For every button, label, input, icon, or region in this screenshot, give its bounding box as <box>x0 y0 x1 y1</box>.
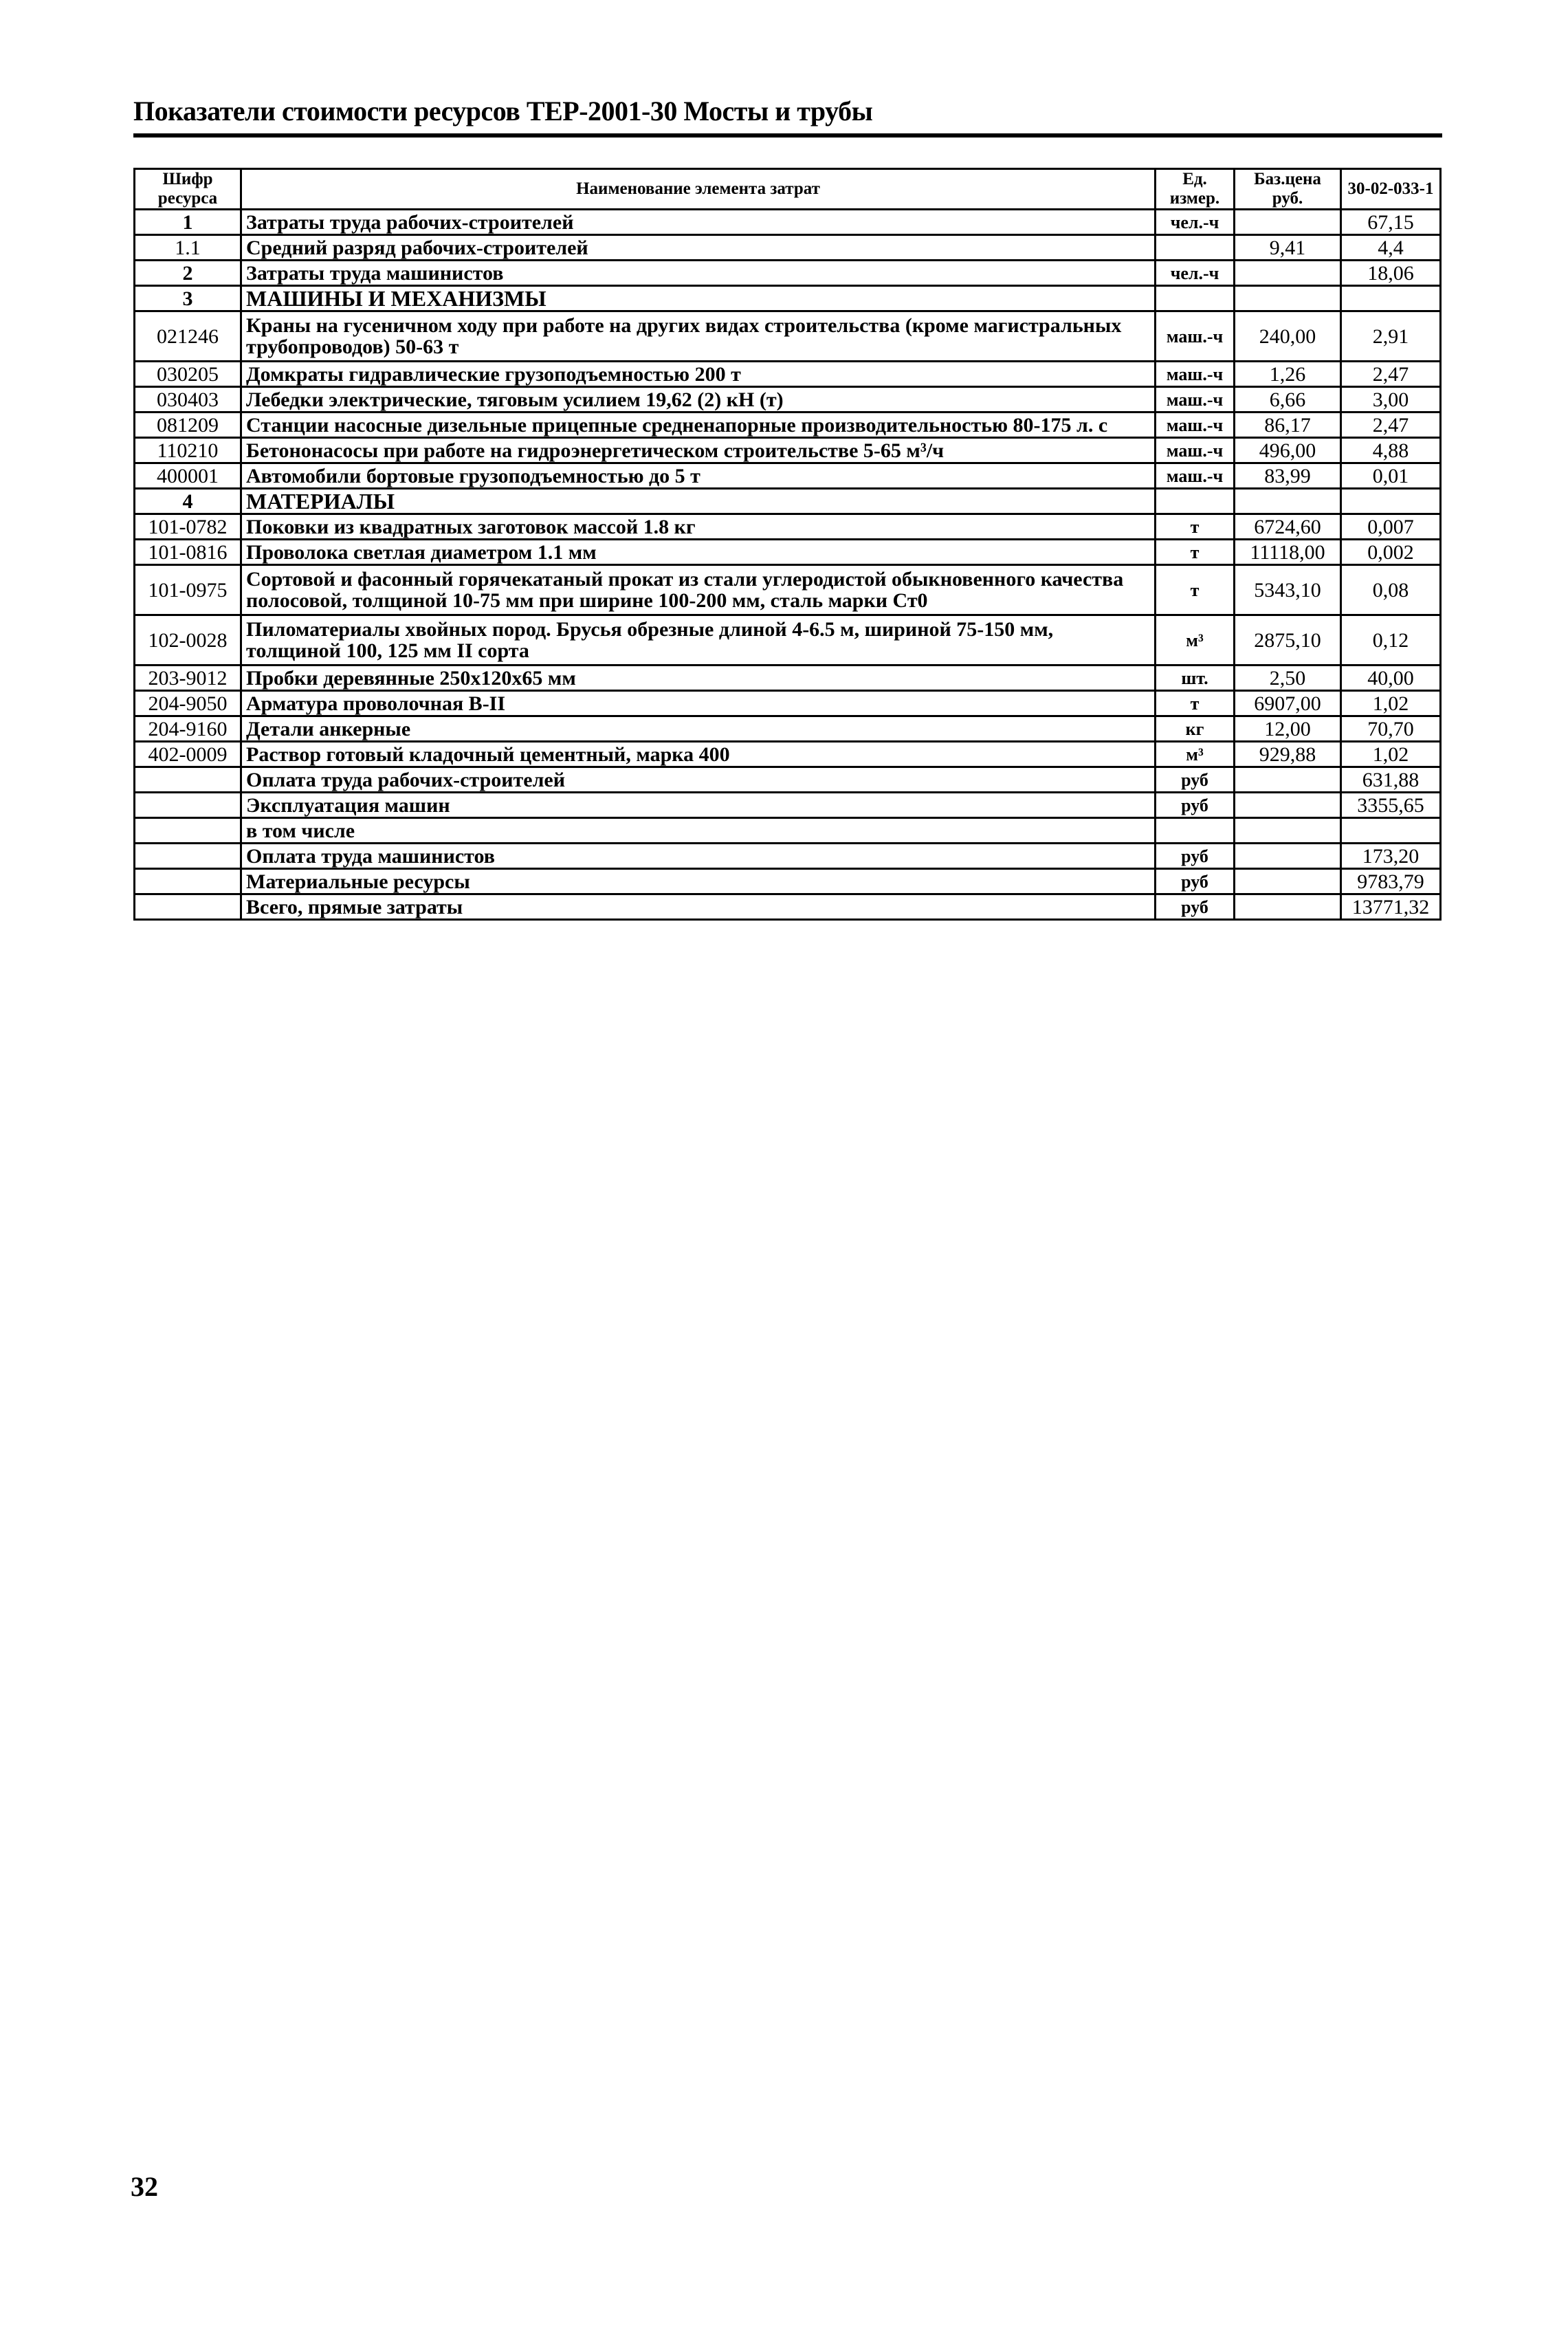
summary-label: Оплата труда машинистов <box>241 844 1156 869</box>
cell-value: 18,06 <box>1341 261 1441 286</box>
summary-label: Материальные ресурсы <box>241 869 1156 894</box>
column-header-name: Наименование элемента затрат <box>241 169 1156 210</box>
cell-unit: маш.-ч <box>1156 311 1235 362</box>
summary-unit <box>1156 818 1235 844</box>
summary-unit: руб <box>1156 793 1235 818</box>
cell-price <box>1235 261 1341 286</box>
cell-unit: маш.-ч <box>1156 463 1235 489</box>
cell-price: 929,88 <box>1235 742 1341 767</box>
cell-name: Затраты труда машинистов <box>241 261 1156 286</box>
cell-name: Пиломатериалы хвойных пород. Брусья обрезные длиной 4-6.5 м, шириной 75-150 мм, толщиной 100, 125 мм II сорта <box>241 615 1156 666</box>
cell-unit <box>1156 235 1235 261</box>
cell-code: 030205 <box>135 362 241 387</box>
summary-row <box>135 894 1441 920</box>
table-row <box>135 261 1441 286</box>
cell-unit: маш.-ч <box>1156 387 1235 412</box>
table-row <box>135 362 1441 387</box>
cell-value: 0,12 <box>1341 615 1441 666</box>
section-row <box>135 489 1441 514</box>
cell-price: 6907,00 <box>1235 691 1341 716</box>
cell-price: 240,00 <box>1235 311 1341 362</box>
cell-unit <box>1156 489 1235 514</box>
summary-label: Эксплуатация машин <box>241 793 1156 818</box>
cell-code: 101-0975 <box>135 565 241 615</box>
cell-unit: т <box>1156 514 1235 540</box>
cell-code: 400001 <box>135 463 241 489</box>
cell-name: Лебедки электрические, тяговым усилием 19,62 (2) кН (т) <box>241 387 1156 412</box>
summary-row <box>135 818 1441 844</box>
cell-price: 6724,60 <box>1235 514 1341 540</box>
cell-code: 204-9050 <box>135 691 241 716</box>
cell-name: Пробки деревянные 250х120х65 мм <box>241 666 1156 691</box>
cell-code-empty <box>135 818 241 844</box>
cell-price-empty <box>1235 869 1341 894</box>
cell-unit <box>1156 286 1235 311</box>
cell-value <box>1341 489 1441 514</box>
table-row <box>135 235 1441 261</box>
table-row <box>135 463 1441 489</box>
table-row <box>135 716 1441 742</box>
summary-unit: руб <box>1156 844 1235 869</box>
column-header-value: 30-02-033-1 <box>1341 169 1441 210</box>
cell-name: Автомобили бортовые грузоподъемностью до 5 т <box>241 463 1156 489</box>
cell-unit: т <box>1156 540 1235 565</box>
table-row <box>135 412 1441 438</box>
cell-unit: м³ <box>1156 742 1235 767</box>
cell-value: 0,007 <box>1341 514 1441 540</box>
cell-name: Средний разряд рабочих-строителей <box>241 235 1156 261</box>
cell-price: 11118,00 <box>1235 540 1341 565</box>
summary-value <box>1341 818 1441 844</box>
cell-price: 83,99 <box>1235 463 1341 489</box>
cell-code-empty <box>135 793 241 818</box>
table-row <box>135 540 1441 565</box>
cell-name: Раствор готовый кладочный цементный, марка 400 <box>241 742 1156 767</box>
cell-price: 6,66 <box>1235 387 1341 412</box>
cell-value: 1,02 <box>1341 691 1441 716</box>
summary-unit: руб <box>1156 894 1235 920</box>
cell-code: 1.1 <box>135 235 241 261</box>
cell-price-empty <box>1235 818 1341 844</box>
cell-name: Детали анкерные <box>241 716 1156 742</box>
cell-value: 2,47 <box>1341 362 1441 387</box>
table-row <box>135 311 1441 362</box>
table-header-row <box>135 169 1441 210</box>
cell-name: Краны на гусеничном ходу при работе на других видах строительства (кроме магистральных трубопроводов) 50-63 т <box>241 311 1156 362</box>
cell-code: 203-9012 <box>135 666 241 691</box>
cell-price: 1,26 <box>1235 362 1341 387</box>
summary-row <box>135 767 1441 793</box>
column-header-unit: Ед. измер. <box>1156 169 1235 210</box>
cell-code: 102-0028 <box>135 615 241 666</box>
cell-code: 030403 <box>135 387 241 412</box>
cell-value: 2,47 <box>1341 412 1441 438</box>
page-title: Показатели стоимости ресурсов ТЕР-2001-30 Мосты и трубы <box>133 96 873 126</box>
cell-code: 4 <box>135 489 241 514</box>
resource-cost-table <box>133 168 1442 921</box>
cell-price <box>1235 286 1341 311</box>
table-row <box>135 514 1441 540</box>
cell-price <box>1235 210 1341 235</box>
cell-price-empty <box>1235 767 1341 793</box>
summary-row <box>135 793 1441 818</box>
cell-value: 67,15 <box>1341 210 1441 235</box>
cell-value: 0,08 <box>1341 565 1441 615</box>
cell-name: Бетононасосы при работе на гидроэнергетическом строительстве 5-65 м³/ч <box>241 438 1156 463</box>
cell-code: 101-0782 <box>135 514 241 540</box>
cell-code-empty <box>135 869 241 894</box>
resource-table-container <box>133 168 1439 921</box>
cell-unit: кг <box>1156 716 1235 742</box>
section-title: МАТЕРИАЛЫ <box>241 489 1156 514</box>
cell-unit: шт. <box>1156 666 1235 691</box>
table-row <box>135 691 1441 716</box>
cell-price: 5343,10 <box>1235 565 1341 615</box>
cell-value: 0,002 <box>1341 540 1441 565</box>
table-row <box>135 565 1441 615</box>
table-row <box>135 742 1441 767</box>
cell-value: 4,4 <box>1341 235 1441 261</box>
cell-unit: маш.-ч <box>1156 438 1235 463</box>
cell-price-empty <box>1235 844 1341 869</box>
cell-name: Сортовой и фасонный горячекатаный прокат из стали углеродистой обыкновенного качества полосовой, толщиной 10-75 мм при ширине 100-200 мм, сталь марки Ст0 <box>241 565 1156 615</box>
cell-name: Арматура проволочная В-II <box>241 691 1156 716</box>
cell-code-empty <box>135 844 241 869</box>
column-header-price: Баз.цена руб. <box>1235 169 1341 210</box>
cell-unit: чел.-ч <box>1156 210 1235 235</box>
cell-name: Станции насосные дизельные прицепные средненапорные производительностью 80-175 л. с <box>241 412 1156 438</box>
section-title: МАШИНЫ И МЕХАНИЗМЫ <box>241 286 1156 311</box>
cell-value: 0,01 <box>1341 463 1441 489</box>
header-divider <box>133 133 1442 138</box>
page-header <box>133 95 1442 128</box>
cell-value: 1,02 <box>1341 742 1441 767</box>
summary-label: Оплата труда рабочих-строителей <box>241 767 1156 793</box>
table-row <box>135 387 1441 412</box>
cell-value: 4,88 <box>1341 438 1441 463</box>
cell-value <box>1341 286 1441 311</box>
cell-code: 101-0816 <box>135 540 241 565</box>
table-row <box>135 666 1441 691</box>
cell-price: 9,41 <box>1235 235 1341 261</box>
summary-unit: руб <box>1156 869 1235 894</box>
summary-unit: руб <box>1156 767 1235 793</box>
summary-label: Всего, прямые затраты <box>241 894 1156 920</box>
column-header-code: Шифр ресурса <box>135 169 241 210</box>
cell-value: 70,70 <box>1341 716 1441 742</box>
page-number: 32 <box>131 2171 158 2202</box>
summary-value: 631,88 <box>1341 767 1441 793</box>
summary-value: 173,20 <box>1341 844 1441 869</box>
cell-unit: т <box>1156 691 1235 716</box>
cell-price: 86,17 <box>1235 412 1341 438</box>
cell-price: 12,00 <box>1235 716 1341 742</box>
cell-code-empty <box>135 767 241 793</box>
cell-value: 3,00 <box>1341 387 1441 412</box>
cell-unit: маш.-ч <box>1156 362 1235 387</box>
summary-value: 3355,65 <box>1341 793 1441 818</box>
summary-value: 13771,32 <box>1341 894 1441 920</box>
cell-unit: маш.-ч <box>1156 412 1235 438</box>
cell-code: 204-9160 <box>135 716 241 742</box>
summary-value: 9783,79 <box>1341 869 1441 894</box>
cell-value: 40,00 <box>1341 666 1441 691</box>
cell-code: 081209 <box>135 412 241 438</box>
cell-code-empty <box>135 894 241 920</box>
summary-row <box>135 869 1441 894</box>
cell-price-empty <box>1235 793 1341 818</box>
summary-label: в том числе <box>241 818 1156 844</box>
table-row <box>135 615 1441 666</box>
cell-name: Проволока светлая диаметром 1.1 мм <box>241 540 1156 565</box>
cell-price: 2875,10 <box>1235 615 1341 666</box>
cell-code: 1 <box>135 210 241 235</box>
cell-code: 2 <box>135 261 241 286</box>
cell-code: 402-0009 <box>135 742 241 767</box>
cell-price: 2,50 <box>1235 666 1341 691</box>
cell-name: Затраты труда рабочих-строителей <box>241 210 1156 235</box>
cell-price: 496,00 <box>1235 438 1341 463</box>
cell-price-empty <box>1235 894 1341 920</box>
cell-code: 021246 <box>135 311 241 362</box>
summary-row <box>135 844 1441 869</box>
cell-unit: м³ <box>1156 615 1235 666</box>
cell-unit: т <box>1156 565 1235 615</box>
cell-name: Домкраты гидравлические грузоподъемностью 200 т <box>241 362 1156 387</box>
cell-unit: чел.-ч <box>1156 261 1235 286</box>
cell-code: 110210 <box>135 438 241 463</box>
table-row <box>135 210 1441 235</box>
table-row <box>135 438 1441 463</box>
cell-price <box>1235 489 1341 514</box>
cell-name: Поковки из квадратных заготовок массой 1.8 кг <box>241 514 1156 540</box>
section-row <box>135 286 1441 311</box>
cell-value: 2,91 <box>1341 311 1441 362</box>
cell-code: 3 <box>135 286 241 311</box>
